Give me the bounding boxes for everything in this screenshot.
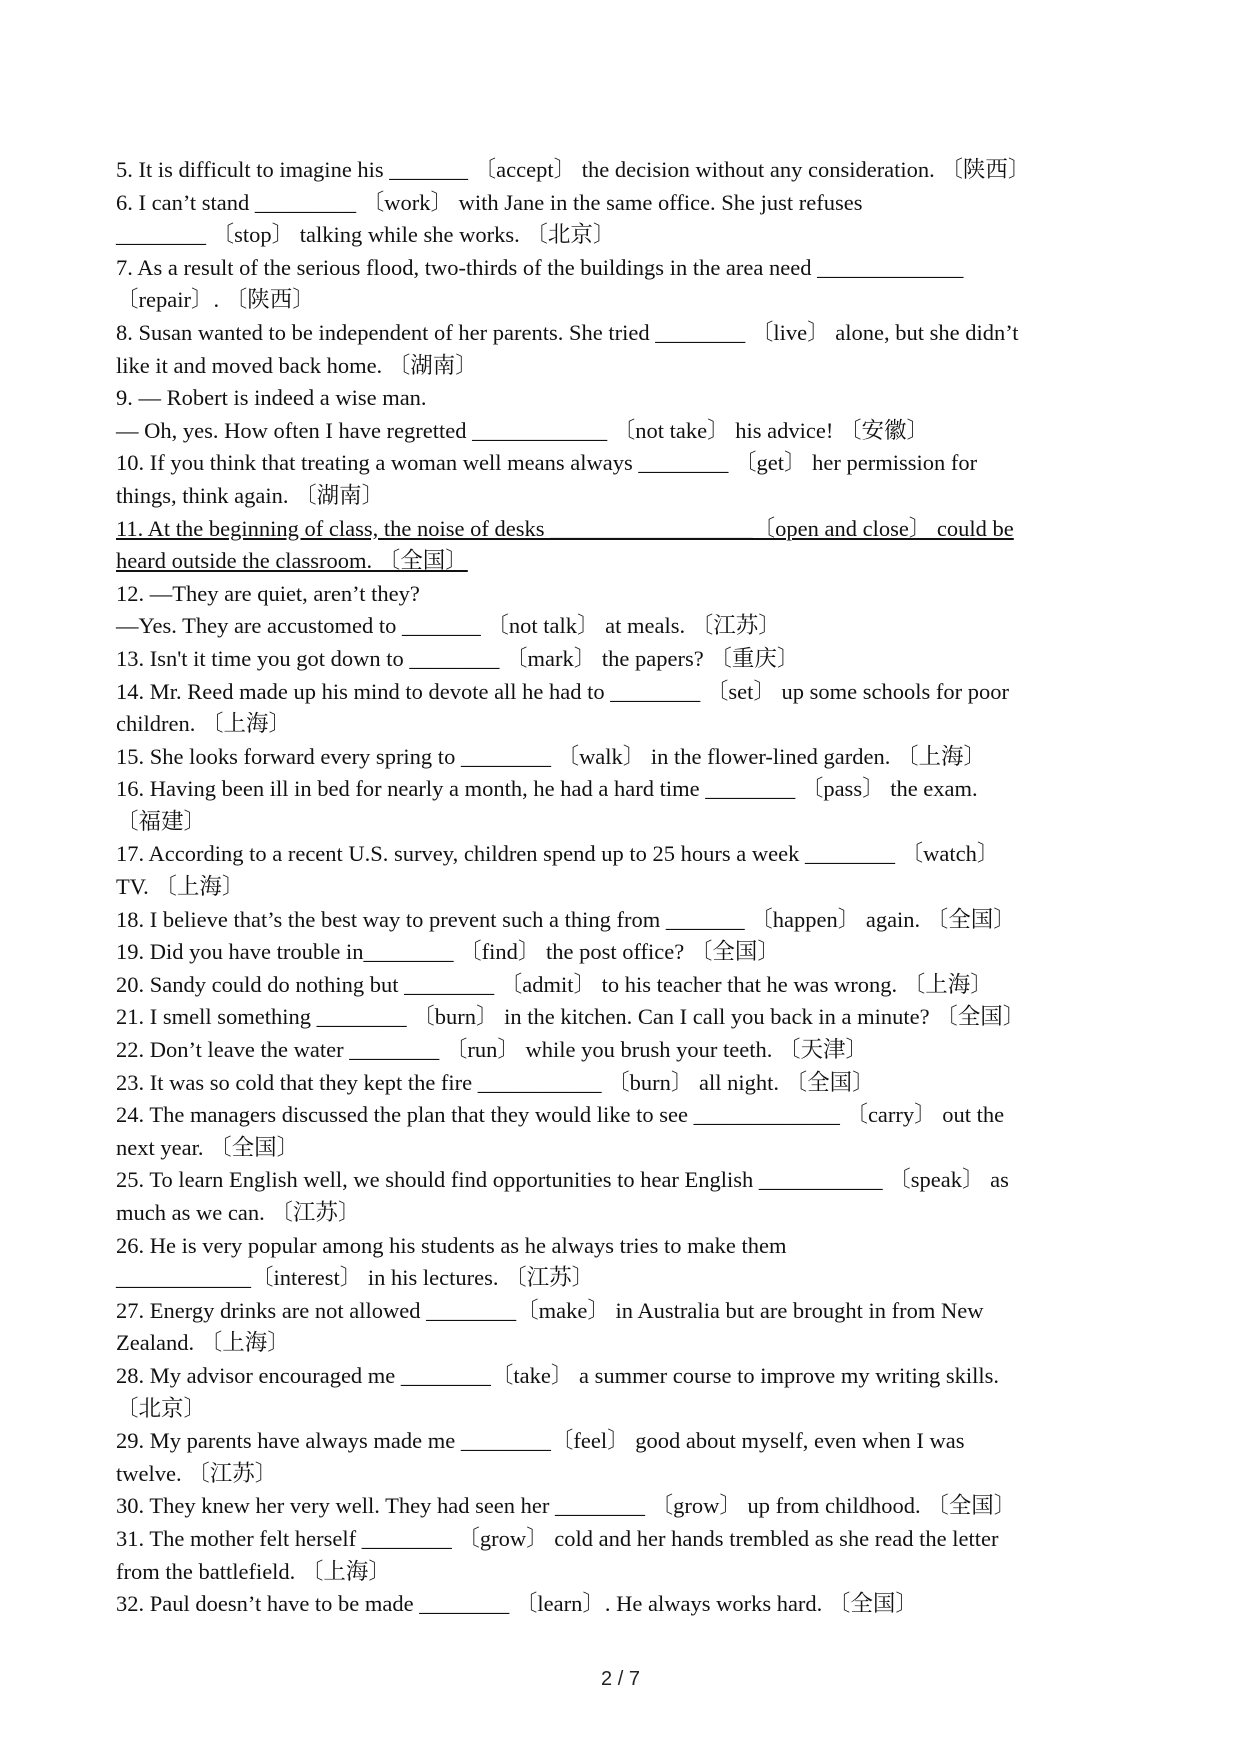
text-line: things, think again. 〔湖南〕	[116, 482, 385, 508]
text-line: 〔repair〕. 〔陕西〕	[116, 287, 315, 313]
text-line: 6. I can’t stand _________ 〔work〕 with Jane in the same office. She just refuses	[116, 189, 863, 215]
text-line: 30. They knew her very well. They had seen her ________ 〔grow〕 up from childhood. 〔全国〕	[116, 1493, 1017, 1519]
underlined-text-line: heard outside the classroom. 〔全国〕	[116, 548, 468, 574]
text-line: 26. He is very popular among his students as he always tries to make them	[116, 1232, 787, 1258]
text-line: 15. She looks forward every spring to ________ 〔walk〕 in the flower-lined garden. 〔上海〕	[116, 743, 987, 769]
exercise-list	[116, 154, 1126, 1621]
text-line: 16. Having been ill in bed for nearly a month, he had a hard time ________ 〔pass〕 the exam.	[116, 776, 978, 802]
text-line: 28. My advisor encouraged me ________〔take〕 a summer course to improve my writing skills.	[116, 1362, 999, 1388]
text-line: 32. Paul doesn’t have to be made ________ 〔learn〕. He always works hard. 〔全国〕	[116, 1591, 918, 1617]
text-line: Zealand. 〔上海〕	[116, 1330, 290, 1356]
text-line: TV. 〔上海〕	[116, 874, 245, 900]
text-line: like it and moved back home. 〔湖南〕	[116, 352, 478, 378]
text-line: —Yes. They are accustomed to _______ 〔not talk〕 at meals. 〔江苏〕	[116, 613, 781, 639]
text-line: 8. Susan wanted to be independent of her parents. She tried ________ 〔live〕 alone, but she didn’t	[116, 319, 1019, 345]
text-line: 25. To learn English well, we should find opportunities to hear English ___________ 〔speak〕 as	[116, 1167, 1009, 1193]
text-line: 10. If you think that treating a woman well means always ________ 〔get〕 her permission for	[116, 450, 978, 476]
text-line: 18. I believe that’s the best way to prevent such a thing from _______ 〔happen〕 again. 〔全国〕	[116, 906, 1016, 932]
text-line: 21. I smell something ________ 〔burn〕 in the kitchen. Can I call you back in a minute? 〔全国〕	[116, 1004, 1026, 1030]
text-line: 22. Don’t leave the water ________ 〔run〕 while you brush your teeth. 〔天津〕	[116, 1037, 868, 1063]
text-line: ____________〔interest〕 in his lectures. 〔江苏〕	[116, 1265, 595, 1291]
text-line: 31. The mother felt herself ________ 〔grow〕 cold and her hands trembled as she read the letter	[116, 1525, 999, 1551]
text-line: from the battlefield. 〔上海〕	[116, 1558, 391, 1584]
text-line: ________ 〔stop〕 talking while she works. 〔北京〕	[116, 222, 616, 248]
text-line: 17. According to a recent U.S. survey, children spend up to 25 hours a week ________ 〔watch〕	[116, 841, 1000, 867]
text-line: 20. Sandy could do nothing but ________ 〔admit〕 to his teacher that he was wrong. 〔上海〕	[116, 971, 993, 997]
text-line: 〔福建〕	[116, 808, 207, 834]
text-line: 27. Energy drinks are not allowed ________〔make〕 in Australia but are brought in from New	[116, 1297, 984, 1323]
text-line: twelve. 〔江苏〕	[116, 1460, 278, 1486]
text-line: 5. It is difficult to imagine his _______ 〔accept〕 the decision without any consideration. 〔陕西〕	[116, 157, 1031, 182]
text-line: next year. 〔全国〕	[116, 1134, 300, 1160]
text-line: — Oh, yes. How often I have regretted ____________ 〔not take〕 his advice! 〔安徽〕	[116, 417, 929, 443]
text-line: 19. Did you have trouble in________ 〔find〕 the post office? 〔全国〕	[116, 939, 780, 965]
text-line: 14. Mr. Reed made up his mind to devote all he had to ________ 〔set〕 up some schools for poor	[116, 678, 1010, 704]
text-line: 24. The managers discussed the plan that they would like to see _____________ 〔carry〕 out the	[116, 1102, 1005, 1128]
text-line: 〔北京〕	[116, 1395, 207, 1421]
text-line: 9. — Robert is indeed a wise man.	[116, 385, 427, 411]
text-line: 23. It was so cold that they kept the fire ___________ 〔burn〕 all night. 〔全国〕	[116, 1069, 875, 1095]
page-number: 2 / 7	[601, 1668, 640, 1690]
text-line: much as we can. 〔江苏〕	[116, 1200, 361, 1225]
underlined-text-line: 11. At the beginning of class, the noise of desks __________________〔open and close〕 could be	[116, 515, 1014, 541]
text-line: 13. Isn't it time you got down to ________ 〔mark〕 the papers? 〔重庆〕	[116, 645, 800, 671]
text-line: children. 〔上海〕	[116, 711, 291, 737]
text-line: 7. As a result of the serious flood, two-thirds of the buildings in the area need _____________	[116, 254, 964, 280]
text-line: 12. —They are quiet, aren’t they?	[116, 580, 420, 606]
text-line: 29. My parents have always made me ________〔feel〕 good about myself, even when I was	[116, 1428, 965, 1454]
